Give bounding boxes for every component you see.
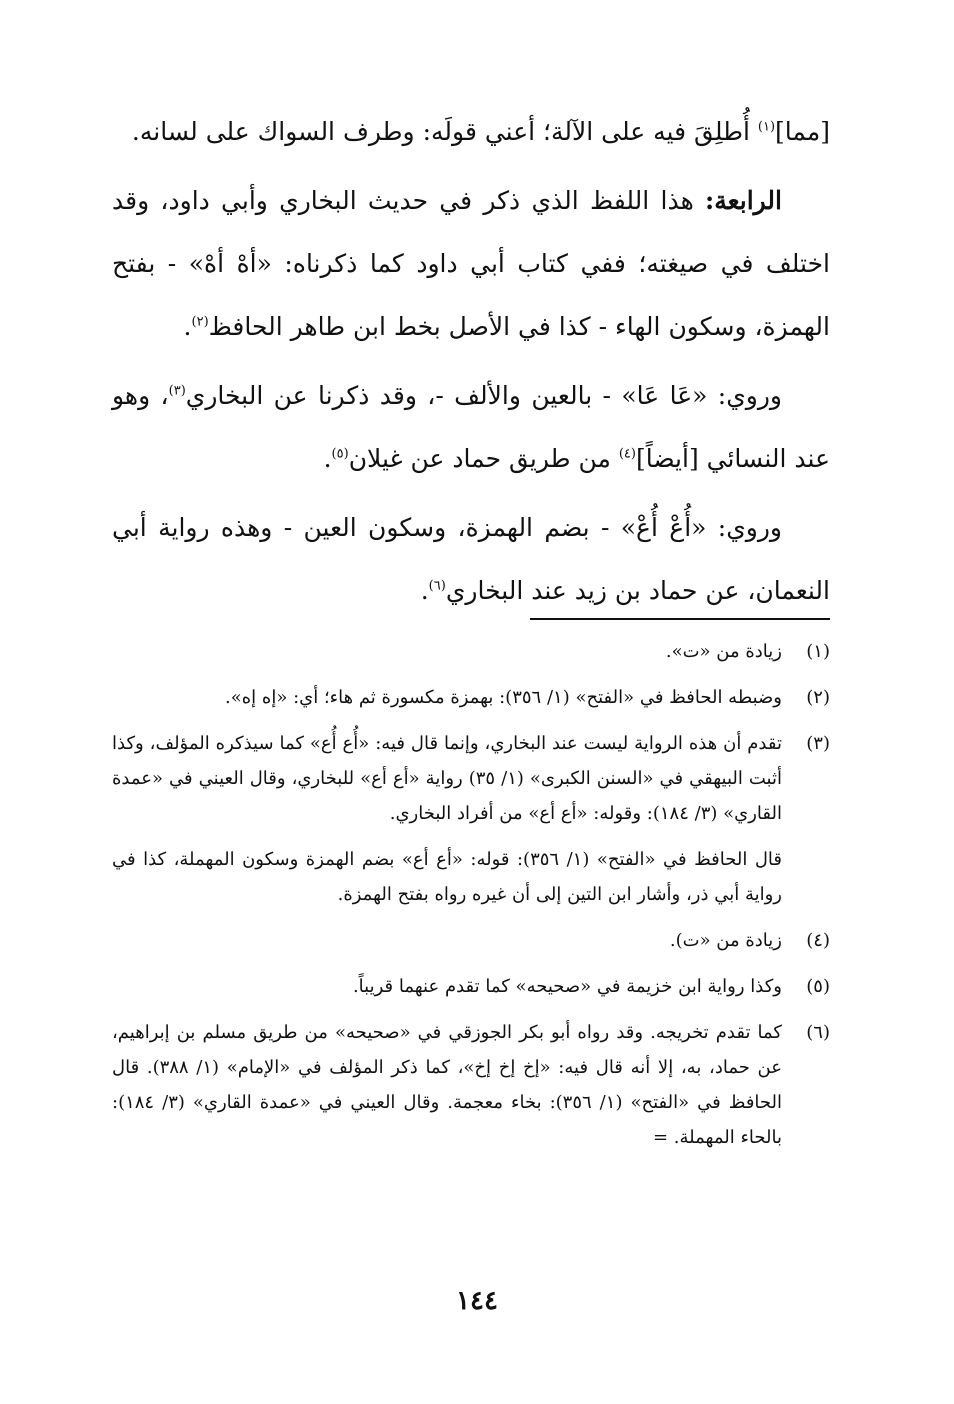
text-run: [مما]	[775, 117, 830, 146]
footnote-2	[112, 680, 830, 715]
footnote-ref: (٣)	[168, 383, 186, 399]
paragraph-2	[112, 169, 830, 358]
text-run: من طريق حماد عن غيلان	[348, 444, 619, 473]
footnote-separator	[530, 618, 830, 620]
footnote-ref: (٦)	[428, 578, 446, 594]
footnote-text: زيادة من «ت».	[665, 641, 782, 662]
text-run: ، وهو عند النسائي [أيضاً]	[112, 381, 830, 473]
footnote-6	[112, 1015, 830, 1155]
footnote-number: (٢)	[806, 687, 830, 708]
text-run: وروي: «أُعْ أُعْ» - بضم الهمزة، وسكون العين - وهذه رواية أبي النعمان، عن حماد بن زيد عند البخاري	[112, 513, 830, 605]
footnote-number: (١)	[806, 641, 830, 662]
footnote-text: كما تقدم تخريجه. وقد رواه أبو بكر الجوزقي في «صحيحه» من طريق مسلم بن إبراهيم، عن حماد، به، إلا أنه قال فيه: «إخ إخ إخ»، كما ذكر المؤلف في «الإمام» (١/ ٣٨٨). قال الحافظ في «الفتح» (١/ ٣٥٦): بخاء معجمة. وقال العيني في «عمدة القاري» (٣/ ١٨٤): بالحاء المهملة. =	[112, 1022, 783, 1148]
text-run: .	[183, 312, 192, 341]
footnote-number: (٤)	[806, 930, 830, 951]
paragraph-4	[112, 496, 830, 622]
footnote-ref: (١)	[757, 119, 776, 135]
footnote-5	[112, 969, 830, 1004]
text-run: .	[420, 576, 429, 605]
footnote-3-continuation: قال الحافظ في «الفتح» (١/ ٣٥٦): قوله: «أع أع» بضم الهمزة وسكون المهملة، كذا في رواية أبي ذر، وأشار ابن التين إلى أن غيره رواه بفتح الهمزة.	[112, 849, 783, 905]
text-run: أُطلِقَ فيه على الآلة؛ أعني قولَه: وطرف السواك على لسانه.	[131, 117, 758, 146]
footnote-text: زيادة من «ت).	[669, 930, 782, 951]
section-heading: الرابعة:	[705, 186, 782, 215]
footnote-ref: (٢)	[191, 314, 209, 330]
footnote-ref: (٥)	[331, 446, 349, 462]
text-run: وروي: «عَا عَا» - بالعين والألف -، وقد ذكرنا عن البخاري	[185, 381, 782, 410]
text-run: هذا اللفظ الذي ذكر في حديث البخاري وأبي داود، وقد اختلف في صيغته؛ ففي كتاب أبي داود كما ذكرناه: «أهْ أهْ» - بفتح الهمزة، وسكون الهاء - كذا في الأصل بخط ابن طاهر الحافظ	[112, 186, 830, 341]
footnote-ref: (٤)	[618, 446, 636, 462]
footnote-number: (٦)	[806, 1022, 830, 1043]
paragraph-1	[112, 100, 830, 163]
footnote-number: (٥)	[806, 976, 830, 997]
paragraph-3	[112, 364, 830, 490]
footnote-text: وكذا رواية ابن خزيمة في «صحيحه» كما تقدم عنهما قريباً.	[352, 976, 782, 997]
footnotes	[112, 634, 830, 1166]
main-text	[112, 100, 830, 622]
footnote-text: وضبطه الحافظ في «الفتح» (١/ ٣٥٦): بهمزة مكسورة ثم هاء؛ أي: «إه إه».	[225, 687, 782, 708]
footnote-text: تقدم أن هذه الرواية ليست عند البخاري، وإنما قال فيه: «أُع أُع» كما سيذكره المؤلف، وكذا أثبت البيهقي في «السنن الكبرى» (١/ ٣٥) رواية «أع أع» للبخاري، وقال العيني في «عمدة القاري» (٣/ ١٨٤): وقوله: «أع أع» من أفراد البخاري.	[112, 733, 782, 824]
footnote-number: (٣)	[806, 733, 830, 754]
text-run: .	[323, 444, 332, 473]
footnote-1	[112, 634, 830, 669]
page-content	[112, 100, 830, 1148]
page-number: ١٤٤	[456, 1286, 498, 1316]
footnote-3	[112, 726, 830, 831]
footnote-4	[112, 923, 830, 958]
